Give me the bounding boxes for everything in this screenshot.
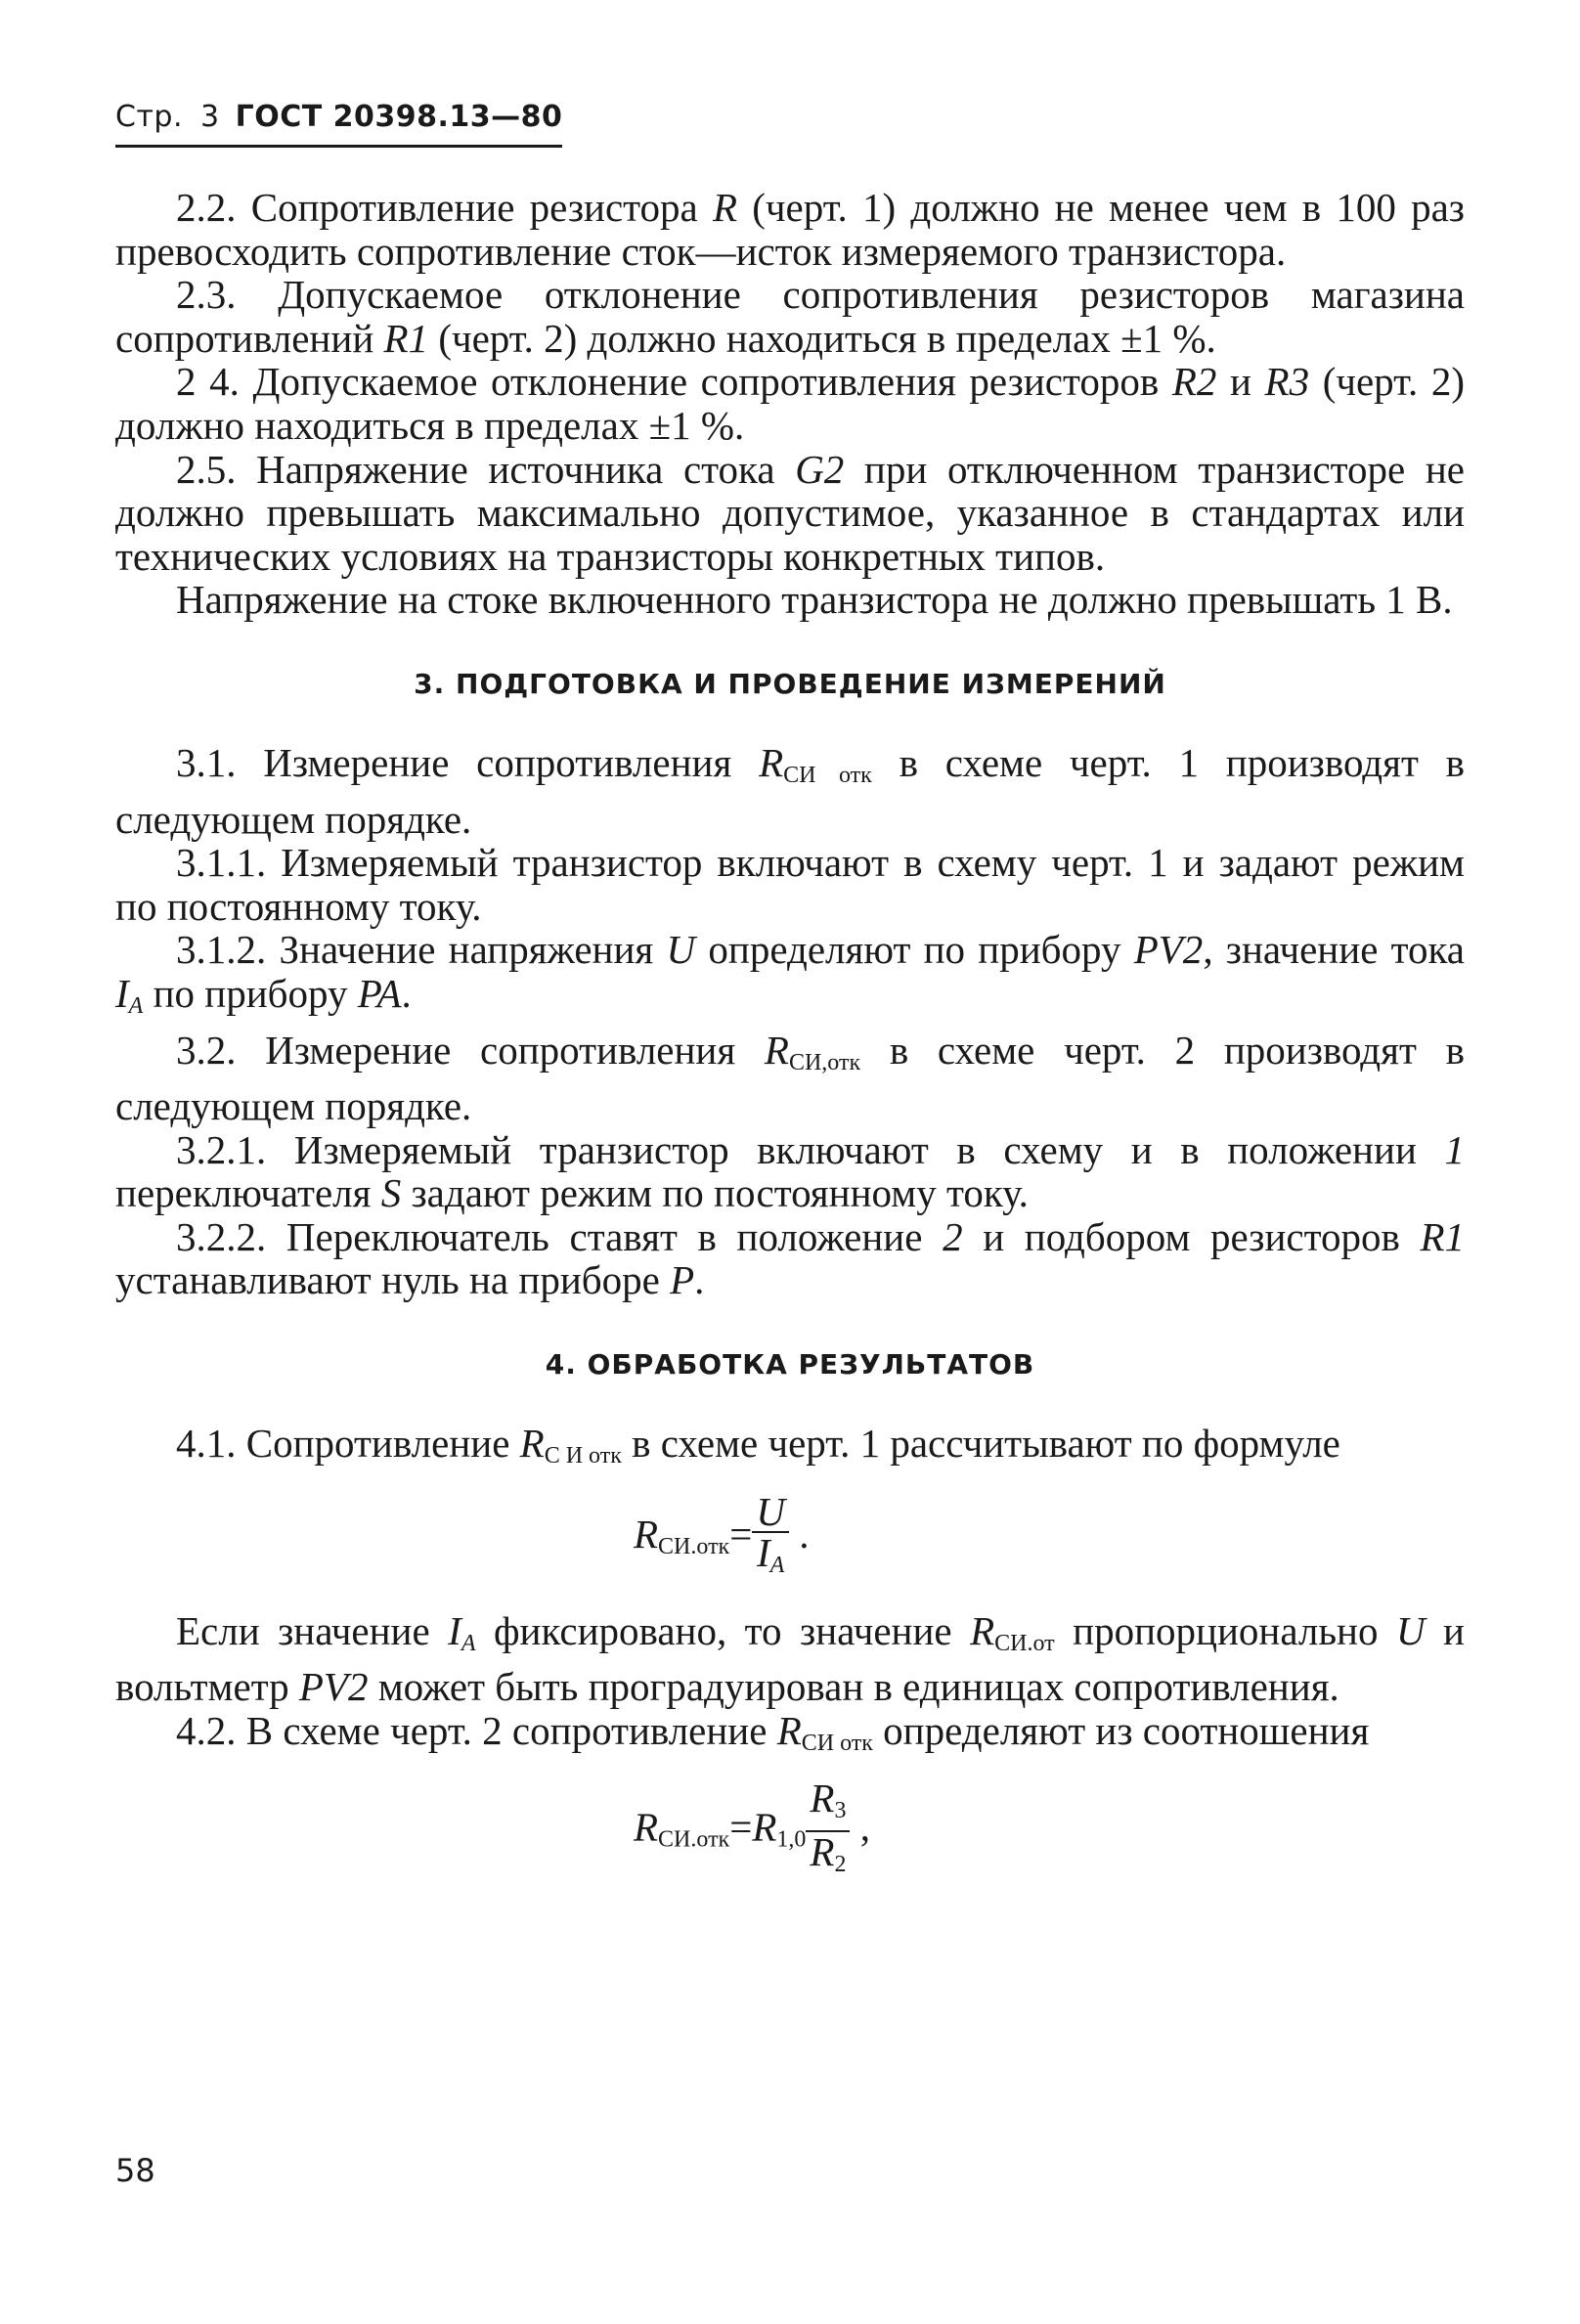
paragraph-2-4: 2 4. Допускаемое отклонение сопротивления резисторов R2 и R3 (черт. 2) должно находиться в пределах ±1 %. — [115, 359, 1465, 448]
formula-1-expression: $R_{СИ.отк}=$ $\frac{U}{IA}$ . — [634, 1492, 809, 1585]
paragraph-3-1: 3.1. Измерение сопротивления $R_{СИ отк}$ в схеме черт. 1 производят в следующем порядке. — [115, 739, 1466, 842]
paragraph-2-2: 2.2. Сопротивление резистора R (черт. 1) должно не менее чем в 100 раз превосходить сопротивление сток—исток измеряемого транзистора. — [115, 185, 1465, 274]
paragraph-4-1-continued: Если значение IA фиксировано, то значение $R_{СИ.от}$ пропорционально U и вольтметр PV2 может быть проградуирован в единицах сопротивления. — [115, 1607, 1465, 1710]
paragraph-3-2: 3.2. Измерение сопротивления $R_{СИ,отк}$ в схеме черт. 2 производят в следующем порядке. — [115, 1027, 1465, 1129]
paragraph-4-2: 4.2. В схеме черт. 2 сопротивление $R_{СИ отк}$ определяют из соотношения — [176, 1707, 1370, 1756]
paragraph-2-3: 2.3. Допускаемое отклонение сопротивления резисторов магазина сопротивлений R1 (черт. 2) должно находиться в пределах ±1 %. — [115, 272, 1465, 361]
running-head — [115, 98, 562, 148]
formula-2-expression: $R_{СИ.отк}=R_{1,0}$ $\frac{R_3}{R_2}$ , — [634, 1778, 870, 1884]
page-label: Стр. — [115, 100, 184, 134]
formula-1 — [115, 1488, 1465, 1594]
page-number: 58 — [115, 2152, 155, 2189]
standard-designation: ГОСТ 20398.13—80 — [235, 100, 563, 134]
paragraph-2-5: 2.5. Напряжение источника стока G2 при отключенном транзисторе не должно превышать максимально допустимое, указанное в стандартах или технических условиях на транзисторы конкретных типов. — [115, 446, 1465, 579]
document-body — [115, 186, 1465, 1896]
paragraph-3-2-1: 3.2.1. Измеряемый транзистор включают в схему и в положении 1 переключателя S задают режим по постоянному току. — [115, 1126, 1465, 1216]
paragraph-3-1-1: 3.1.1. Измеряемый транзистор включают в схему черт. 1 и задают режим по постоянному току. — [115, 840, 1465, 929]
paragraph-2-5-continued: Напряжение на стоке включенного транзистора не должно превышать 1 В. — [176, 577, 1453, 623]
page-label-number: 3 — [200, 100, 220, 134]
formula-2 — [115, 1778, 1465, 1880]
paragraph-3-1-2: 3.1.2. Значение напряжения U определяют по прибору PV2, значение тока IA по прибору PA. — [115, 927, 1466, 1019]
section-3-heading: 3. ПОДГОТОВКА И ПРОВЕДЕНИЕ ИЗМЕРЕНИЙ — [414, 667, 1166, 700]
paragraph-3-2-2: 3.2.2. Переключатель ставят в положение 2 и подбором резисторов R1 устанавливают нуль на приборе P. — [115, 1213, 1466, 1303]
paragraph-4-1: 4.1. Сопротивление $R_{С И отк}$ в схеме черт. 1 рассчитывают по формуле — [176, 1421, 1340, 1469]
section-4-heading: 4. ОБРАБОТКА РЕЗУЛЬТАТОВ — [545, 1348, 1035, 1381]
